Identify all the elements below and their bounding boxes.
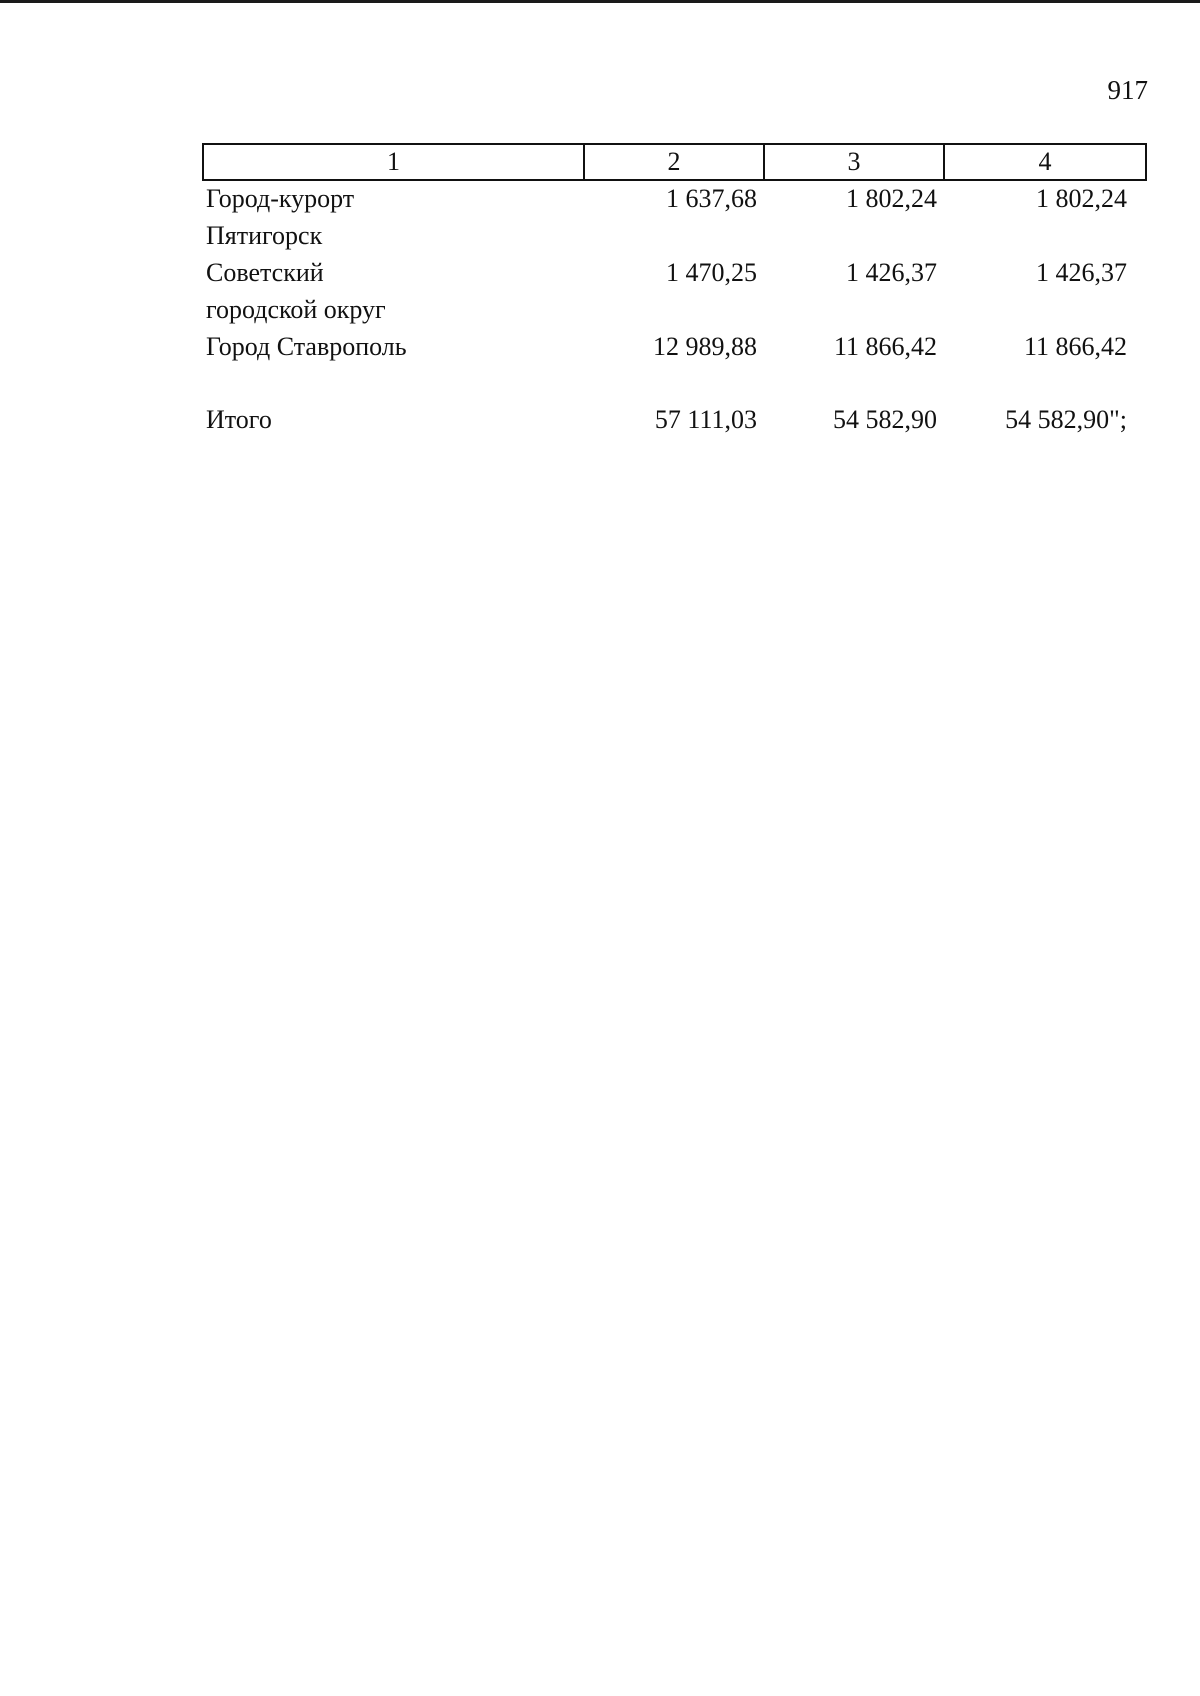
- table-row: [202, 254, 1145, 328]
- header-row: [203, 144, 1146, 180]
- spacer-row: [202, 365, 1145, 401]
- row-value-col3: 1 802,24: [846, 184, 937, 213]
- header-cell-2: 2: [584, 144, 764, 180]
- row-value-col4: 1 426,37: [1036, 258, 1127, 287]
- row-value-col2: 1 637,68: [666, 184, 757, 213]
- total-value-col4: 54 582,90";: [1005, 405, 1127, 434]
- page-number: 917: [1107, 75, 1148, 105]
- spacer-cell: [202, 365, 1145, 401]
- column-number-header: [202, 143, 1147, 181]
- row-name-line2: городской округ: [206, 295, 386, 324]
- table-row: [202, 328, 1145, 365]
- row-name: Город Ставрополь: [206, 332, 407, 361]
- header-cell-4: 4: [944, 144, 1146, 180]
- row-name-line2: Пятигорск: [206, 221, 323, 250]
- total-value-col3: 54 582,90: [833, 405, 937, 434]
- row-value-col3: 11 866,42: [833, 332, 937, 361]
- total-value-col2: 57 111,03: [654, 405, 757, 434]
- row-name-line1: Советский: [206, 258, 324, 287]
- header-cell-1: 1: [203, 144, 584, 180]
- row-value-col2: 12 989,88: [653, 332, 757, 361]
- total-label: Итого: [206, 405, 272, 434]
- data-table: [202, 180, 1145, 438]
- header-cell-3: 3: [764, 144, 944, 180]
- total-row: [202, 401, 1145, 438]
- row-value-col2: 1 470,25: [666, 258, 757, 287]
- row-name: [202, 180, 583, 254]
- row-value-col3: 1 426,37: [846, 258, 937, 287]
- table-row: [202, 180, 1145, 254]
- row-value-col4: 11 866,42: [1023, 332, 1127, 361]
- row-name: [202, 254, 583, 328]
- top-border-line: [0, 0, 1200, 3]
- row-name-line1: Город-курорт: [206, 184, 355, 213]
- row-value-col4: 1 802,24: [1036, 184, 1127, 213]
